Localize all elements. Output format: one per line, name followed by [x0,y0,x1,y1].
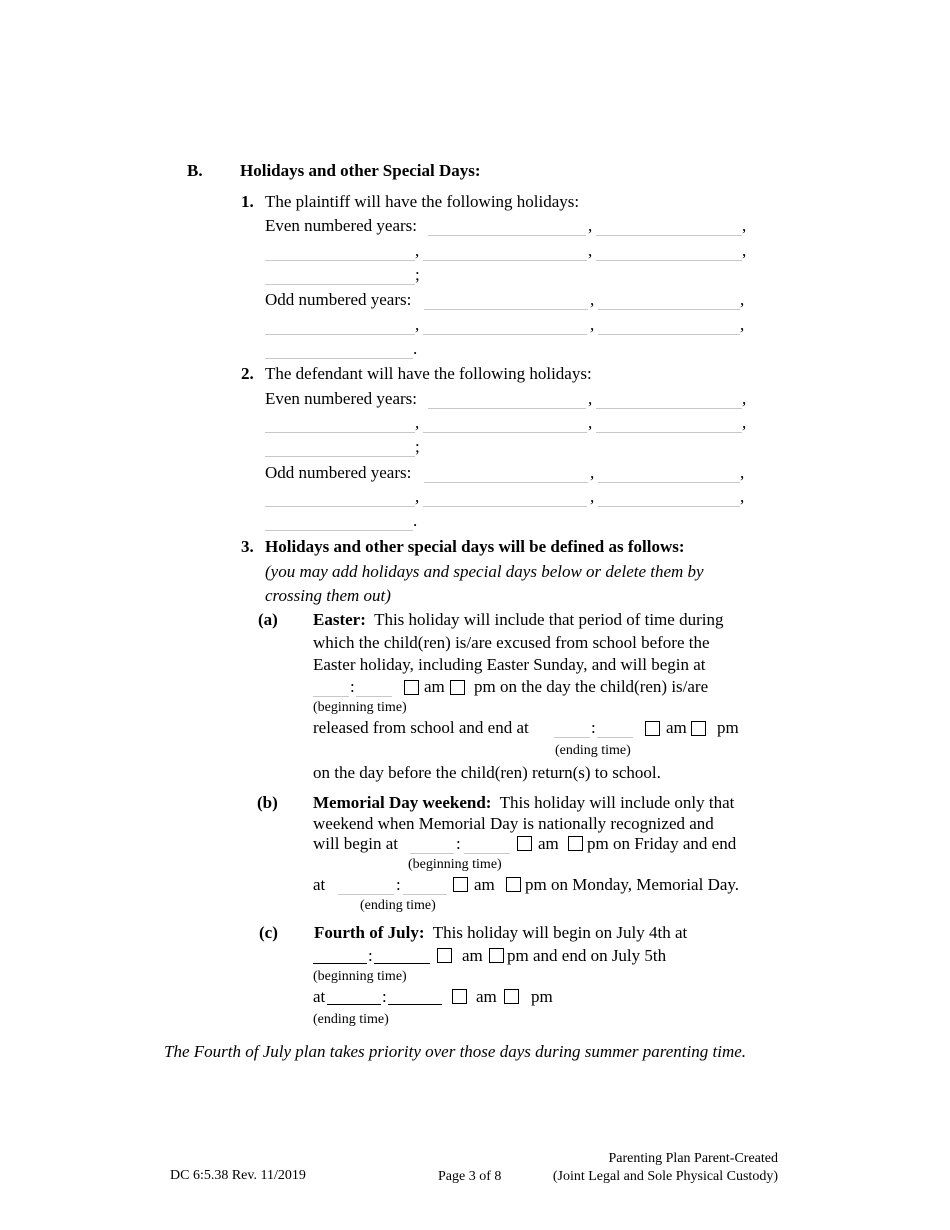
comma: , [740,463,745,482]
footer-title-line2: (Joint Legal and Sole Physical Custody) [552,1169,778,1184]
memorial-end-pm-checkbox[interactable] [506,877,521,892]
easter-letter: (a) [258,610,278,629]
memorial-will-begin: will begin at [313,834,398,853]
item1-text: The plaintiff will have the following holidays: [265,192,580,211]
easter-title: Easter: [313,610,366,629]
item3-note-line1: (you may add holidays and special days below or delete them by [265,562,704,581]
memorial-line2: weekend when Memorial Day is nationally recognized and [313,814,714,833]
item2-text: The defendant will have the following holidays: [265,364,592,383]
item2-number: 2. [241,364,254,383]
defendant-even-holiday-2[interactable] [596,390,742,409]
memorial-begin-pm-checkbox[interactable] [568,836,583,851]
comma: , [740,315,745,334]
am-label: am [538,834,559,853]
july-begin-am-checkbox[interactable] [437,948,452,963]
comma: , [588,413,593,432]
plaintiff-even-holiday-3[interactable] [265,242,415,261]
easter-end-am-checkbox[interactable] [645,721,660,736]
am-label: am [476,987,497,1006]
easter-line1: Easter: This holiday will include that period of time during [313,610,724,629]
easter-begin-minute[interactable] [356,678,392,697]
comma: , [590,315,595,334]
comma: , [588,241,593,260]
period: . [413,511,418,530]
plaintiff-even-holiday-6[interactable] [265,266,415,285]
colon: : [396,875,401,894]
easter-begin-caption: (beginning time) [313,700,407,715]
comma: , [415,241,420,260]
memorial-title: Memorial Day weekend: [313,793,492,812]
defendant-even-holiday-5[interactable] [596,414,742,433]
comma: , [588,389,593,408]
comma: , [742,413,747,432]
am-label: am [424,677,445,696]
defendant-odd-holiday-5[interactable] [598,488,740,507]
easter-begin-hour[interactable] [313,678,349,697]
page-number: Page 3 of 8 [438,1169,502,1184]
comma: , [415,487,420,506]
item1-number: 1. [241,192,254,211]
plaintiff-odd-holiday-5[interactable] [598,316,740,335]
comma: , [742,389,747,408]
easter-line3: Easter holiday, including Easter Sunday, and will begin at [313,655,706,674]
item3-note-line2: crossing them out) [265,586,391,605]
plaintiff-even-holiday-2[interactable] [596,217,742,236]
comma: , [740,487,745,506]
defendant-odd-holiday-3[interactable] [265,488,415,507]
memorial-pm-text2: pm on Monday, Memorial Day. [525,875,740,894]
item3-title: Holidays and other special days will be defined as follows: [265,537,685,556]
comma: , [415,315,420,334]
memorial-begin-hour[interactable] [410,835,454,854]
comma: , [588,216,593,235]
july-begin-caption: (beginning time) [313,969,407,984]
footer-title-line1: Parenting Plan Parent-Created [608,1151,778,1166]
easter-begin-pm-checkbox[interactable] [450,680,465,695]
item3-number: 3. [241,537,254,556]
july-end-am-checkbox[interactable] [452,989,467,1004]
colon: : [382,987,387,1006]
am-label: am [474,875,495,894]
july-line1: Fourth of July: This holiday will begin on July 4th at [314,923,688,942]
easter-line2: which the child(ren) is/are excused from school before the [313,633,710,652]
july-end-pm-checkbox[interactable] [504,989,519,1004]
period: . [413,339,418,358]
item2-odd-label: Odd numbered years: [265,463,412,482]
july-at: at [313,987,326,1006]
july-end-caption: (ending time) [313,1012,389,1027]
priority-note: The Fourth of July plan takes priority over those days during summer parenting time. [164,1042,747,1061]
plaintiff-odd-holiday-6[interactable] [265,340,413,359]
form-code: DC 6:5.38 Rev. 11/2019 [170,1168,306,1183]
easter-end-minute[interactable] [597,719,633,738]
easter-last-line: on the day before the child(ren) return(s) to school. [313,763,661,782]
july-begin-hour[interactable] [313,945,367,964]
colon: : [456,834,461,853]
memorial-letter: (b) [257,793,278,812]
memorial-begin-minute[interactable] [464,835,510,854]
memorial-pm-text: pm on Friday and end [587,834,737,853]
defendant-even-holiday-1[interactable] [428,390,586,409]
comma: , [742,241,747,260]
memorial-begin-caption: (beginning time) [408,857,502,872]
colon: : [350,677,355,696]
comma: , [590,463,595,482]
comma: , [415,413,420,432]
easter-pm-text: pm on the day the child(ren) is/are [474,677,709,696]
july-end-hour[interactable] [327,986,381,1005]
item1-odd-label: Odd numbered years: [265,290,412,309]
july-letter: (c) [259,923,278,942]
pm-label: pm [717,718,739,737]
defendant-even-holiday-4[interactable] [423,414,587,433]
pm-label: pm [531,987,553,1006]
defendant-odd-holiday-6[interactable] [265,512,413,531]
defendant-even-holiday-3[interactable] [265,414,415,433]
easter-end-hour[interactable] [554,719,590,738]
section-title: Holidays and other Special Days: [240,161,481,180]
am-label: am [462,946,483,965]
plaintiff-odd-holiday-1[interactable] [424,291,588,310]
plaintiff-odd-holiday-2[interactable] [598,291,740,310]
memorial-at: at [313,875,326,894]
comma: , [742,216,747,235]
colon: : [368,946,373,965]
easter-end-pm-checkbox[interactable] [691,721,706,736]
defendant-even-holiday-6[interactable] [265,438,415,457]
memorial-begin-am-checkbox[interactable] [517,836,532,851]
item2-even-label: Even numbered years: [265,389,417,408]
defendant-odd-holiday-4[interactable] [423,488,587,507]
plaintiff-odd-holiday-3[interactable] [265,316,415,335]
easter-released-text: released from school and end at [313,718,529,737]
item1-even-label: Even numbered years: [265,216,417,235]
july-pm-text: pm and end on July 5th [507,946,667,965]
comma: , [590,290,595,309]
semicolon: ; [415,437,420,456]
semicolon: ; [415,265,420,284]
july-begin-pm-checkbox[interactable] [489,948,504,963]
memorial-line1: Memorial Day weekend: This holiday will include only that [313,793,735,812]
comma: , [590,487,595,506]
plaintiff-even-holiday-1[interactable] [428,217,586,236]
plaintiff-even-holiday-5[interactable] [596,242,742,261]
defendant-odd-holiday-2[interactable] [598,464,740,483]
memorial-end-caption: (ending time) [360,898,436,913]
july-begin-minute[interactable] [374,945,430,964]
easter-end-caption: (ending time) [555,743,631,758]
section-letter: B. [187,161,203,180]
defendant-odd-holiday-1[interactable] [424,464,588,483]
am-label: am [666,718,687,737]
easter-begin-am-checkbox[interactable] [404,680,419,695]
comma: , [740,290,745,309]
memorial-end-am-checkbox[interactable] [453,877,468,892]
july-end-minute[interactable] [388,986,442,1005]
colon: : [591,718,596,737]
memorial-end-hour[interactable] [338,876,394,895]
july-title: Fourth of July: [314,923,425,942]
plaintiff-odd-holiday-4[interactable] [423,316,587,335]
memorial-end-minute[interactable] [403,876,447,895]
plaintiff-even-holiday-4[interactable] [423,242,587,261]
